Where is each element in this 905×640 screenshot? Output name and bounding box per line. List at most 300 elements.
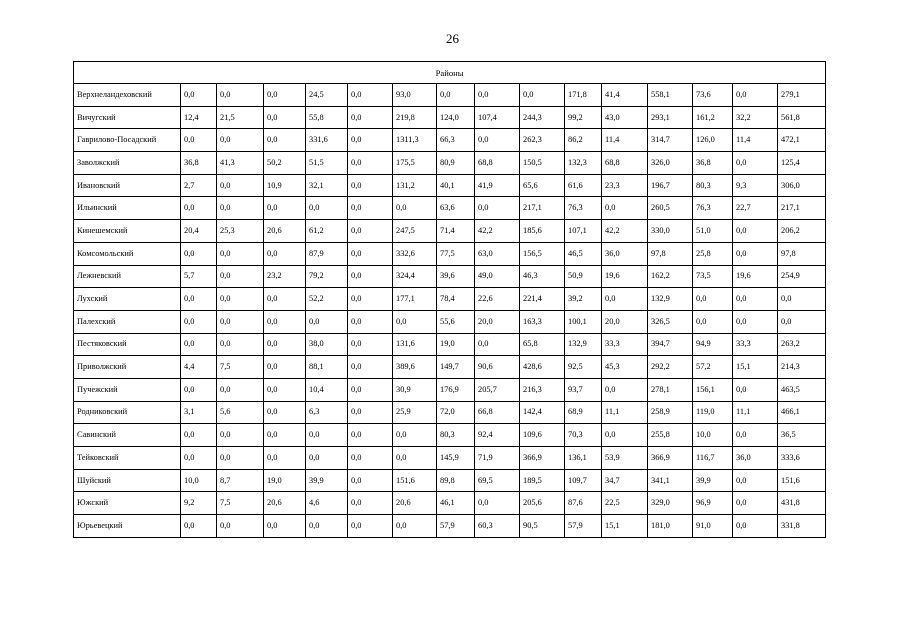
value-cell: 77,5 <box>437 242 475 265</box>
value-cell: 97,8 <box>778 242 826 265</box>
value-cell: 0,0 <box>475 197 520 220</box>
value-cell: 4,4 <box>181 356 217 379</box>
value-cell: 4,6 <box>306 492 348 515</box>
value-cell: 0,0 <box>348 447 393 470</box>
value-cell: 219,8 <box>393 106 437 129</box>
value-cell: 0,0 <box>733 492 778 515</box>
district-name-cell: Приволжский <box>74 356 181 379</box>
value-cell: 0,0 <box>393 197 437 220</box>
value-cell: 125,4 <box>778 152 826 175</box>
value-cell: 36,0 <box>602 242 648 265</box>
value-cell: 331,8 <box>778 515 826 538</box>
value-cell: 0,0 <box>306 515 348 538</box>
district-name-cell: Родниковский <box>74 401 181 424</box>
value-cell: 142,4 <box>520 401 565 424</box>
value-cell: 0,0 <box>733 515 778 538</box>
value-cell: 151,6 <box>393 469 437 492</box>
value-cell: 11,1 <box>602 401 648 424</box>
value-cell: 131,6 <box>393 333 437 356</box>
value-cell: 53,9 <box>602 447 648 470</box>
value-cell: 0,0 <box>181 129 217 152</box>
value-cell: 69,5 <box>475 469 520 492</box>
value-cell: 279,1 <box>778 84 826 107</box>
value-cell: 0,0 <box>217 333 264 356</box>
value-cell: 15,1 <box>733 356 778 379</box>
value-cell: 119,0 <box>693 401 733 424</box>
value-cell: 7,5 <box>217 492 264 515</box>
value-cell: 0,0 <box>520 84 565 107</box>
value-cell: 0,0 <box>217 84 264 107</box>
value-cell: 254,9 <box>778 265 826 288</box>
value-cell: 149,7 <box>437 356 475 379</box>
value-cell: 23,2 <box>264 265 306 288</box>
value-cell: 132,3 <box>565 152 602 175</box>
value-cell: 0,0 <box>217 424 264 447</box>
district-name-cell: Савинский <box>74 424 181 447</box>
value-cell: 0,0 <box>306 447 348 470</box>
value-cell: 221,4 <box>520 288 565 311</box>
value-cell: 5,6 <box>217 401 264 424</box>
value-cell: 9,2 <box>181 492 217 515</box>
value-cell: 3,1 <box>181 401 217 424</box>
value-cell: 0,0 <box>348 401 393 424</box>
district-name-cell: Кинешемский <box>74 220 181 243</box>
value-cell: 19,0 <box>437 333 475 356</box>
value-cell: 0,0 <box>348 515 393 538</box>
value-cell: 100,1 <box>565 310 602 333</box>
table-row <box>74 152 826 175</box>
value-cell: 0,0 <box>217 378 264 401</box>
value-cell: 0,0 <box>264 129 306 152</box>
value-cell: 19,0 <box>264 469 306 492</box>
district-name-cell: Верхнеландеховский <box>74 84 181 107</box>
value-cell: 52,2 <box>306 288 348 311</box>
value-cell: 63,6 <box>437 197 475 220</box>
value-cell: 6,3 <box>306 401 348 424</box>
value-cell: 23,3 <box>602 174 648 197</box>
value-cell: 0,0 <box>348 492 393 515</box>
value-cell: 561,8 <box>778 106 826 129</box>
value-cell: 55,6 <box>437 310 475 333</box>
district-name-cell: Пучежский <box>74 378 181 401</box>
value-cell: 8,7 <box>217 469 264 492</box>
value-cell: 33,3 <box>602 333 648 356</box>
value-cell: 12,4 <box>181 106 217 129</box>
value-cell: 329,0 <box>648 492 693 515</box>
value-cell: 38,0 <box>306 333 348 356</box>
value-cell: 0,0 <box>217 515 264 538</box>
value-cell: 0,0 <box>475 492 520 515</box>
value-cell: 0,0 <box>264 288 306 311</box>
value-cell: 314,7 <box>648 129 693 152</box>
value-cell: 15,1 <box>602 515 648 538</box>
district-name-cell: Вичугский <box>74 106 181 129</box>
value-cell: 205,7 <box>475 378 520 401</box>
table-row <box>74 469 826 492</box>
value-cell: 33,3 <box>733 333 778 356</box>
value-cell: 0,0 <box>264 106 306 129</box>
value-cell: 366,9 <box>520 447 565 470</box>
value-cell: 20,4 <box>181 220 217 243</box>
value-cell: 0,0 <box>181 242 217 265</box>
value-cell: 0,0 <box>393 515 437 538</box>
value-cell: 68,9 <box>565 401 602 424</box>
value-cell: 177,1 <box>393 288 437 311</box>
value-cell: 206,2 <box>778 220 826 243</box>
district-name-cell: Заволжский <box>74 152 181 175</box>
value-cell: 176,9 <box>437 378 475 401</box>
value-cell: 30,9 <box>393 378 437 401</box>
value-cell: 0,0 <box>733 220 778 243</box>
value-cell: 333,6 <box>778 447 826 470</box>
value-cell: 326,0 <box>648 152 693 175</box>
value-cell: 0,0 <box>437 84 475 107</box>
district-name-cell: Комсомольский <box>74 242 181 265</box>
value-cell: 65,6 <box>520 174 565 197</box>
value-cell: 0,0 <box>264 378 306 401</box>
value-cell: 0,0 <box>778 310 826 333</box>
value-cell: 181,0 <box>648 515 693 538</box>
table-row <box>74 424 826 447</box>
value-cell: 0,0 <box>217 197 264 220</box>
value-cell: 0,0 <box>348 333 393 356</box>
value-cell: 185,6 <box>520 220 565 243</box>
value-cell: 216,3 <box>520 378 565 401</box>
value-cell: 0,0 <box>264 84 306 107</box>
value-cell: 42,2 <box>602 220 648 243</box>
value-cell: 124,0 <box>437 106 475 129</box>
value-cell: 0,0 <box>475 333 520 356</box>
value-cell: 330,0 <box>648 220 693 243</box>
value-cell: 32,1 <box>306 174 348 197</box>
value-cell: 72,0 <box>437 401 475 424</box>
value-cell: 24,5 <box>306 84 348 107</box>
value-cell: 78,4 <box>437 288 475 311</box>
value-cell: 87,9 <box>306 242 348 265</box>
value-cell: 61,6 <box>565 174 602 197</box>
table-row <box>74 265 826 288</box>
value-cell: 76,3 <box>565 197 602 220</box>
value-cell: 0,0 <box>217 447 264 470</box>
value-cell: 0,0 <box>181 424 217 447</box>
table-header: Районы <box>74 62 826 84</box>
value-cell: 19,6 <box>733 265 778 288</box>
value-cell: 65,8 <box>520 333 565 356</box>
value-cell: 42,2 <box>475 220 520 243</box>
value-cell: 150,5 <box>520 152 565 175</box>
value-cell: 0,0 <box>181 84 217 107</box>
value-cell: 49,0 <box>475 265 520 288</box>
value-cell: 41,9 <box>475 174 520 197</box>
value-cell: 0,0 <box>348 469 393 492</box>
value-cell: 57,9 <box>565 515 602 538</box>
value-cell: 0,0 <box>475 84 520 107</box>
value-cell: 10,9 <box>264 174 306 197</box>
value-cell: 0,0 <box>602 197 648 220</box>
value-cell: 46,1 <box>437 492 475 515</box>
value-cell: 9,3 <box>733 174 778 197</box>
value-cell: 0,0 <box>733 469 778 492</box>
table-row <box>74 333 826 356</box>
district-name-cell: Ивановский <box>74 174 181 197</box>
value-cell: 0,0 <box>733 378 778 401</box>
value-cell: 41,3 <box>217 152 264 175</box>
value-cell: 255,8 <box>648 424 693 447</box>
page-number: 26 <box>446 31 459 46</box>
value-cell: 0,0 <box>217 174 264 197</box>
table-row <box>74 220 826 243</box>
value-cell: 0,0 <box>393 310 437 333</box>
value-cell: 175,5 <box>393 152 437 175</box>
value-cell: 332,6 <box>393 242 437 265</box>
district-name-cell: Южский <box>74 492 181 515</box>
value-cell: 43,0 <box>602 106 648 129</box>
value-cell: 73,6 <box>693 84 733 107</box>
value-cell: 0,0 <box>181 447 217 470</box>
value-cell: 0,0 <box>181 333 217 356</box>
district-name-cell: Юрьевецкий <box>74 515 181 538</box>
value-cell: 94,9 <box>693 333 733 356</box>
table-row <box>74 106 826 129</box>
value-cell: 34,7 <box>602 469 648 492</box>
table-row <box>74 492 826 515</box>
table-row <box>74 197 826 220</box>
value-cell: 163,3 <box>520 310 565 333</box>
value-cell: 55,8 <box>306 106 348 129</box>
value-cell: 25,3 <box>217 220 264 243</box>
value-cell: 0,0 <box>348 197 393 220</box>
value-cell: 0,0 <box>264 447 306 470</box>
value-cell: 10,0 <box>693 424 733 447</box>
table-row <box>74 129 826 152</box>
value-cell: 0,0 <box>733 288 778 311</box>
value-cell: 39,6 <box>437 265 475 288</box>
value-cell: 0,0 <box>217 265 264 288</box>
value-cell: 107,4 <box>475 106 520 129</box>
value-cell: 0,0 <box>264 356 306 379</box>
value-cell: 20,6 <box>264 492 306 515</box>
district-name-cell: Пестяковский <box>74 333 181 356</box>
value-cell: 0,0 <box>348 220 393 243</box>
value-cell: 0,0 <box>348 424 393 447</box>
value-cell: 0,0 <box>475 129 520 152</box>
value-cell: 331,6 <box>306 129 348 152</box>
value-cell: 80,3 <box>437 424 475 447</box>
value-cell: 389,6 <box>393 356 437 379</box>
value-cell: 61,2 <box>306 220 348 243</box>
value-cell: 0,0 <box>348 84 393 107</box>
value-cell: 96,9 <box>693 492 733 515</box>
value-cell: 0,0 <box>348 174 393 197</box>
value-cell: 0,0 <box>602 288 648 311</box>
value-cell: 92,4 <box>475 424 520 447</box>
value-cell: 20,6 <box>264 220 306 243</box>
value-cell: 93,0 <box>393 84 437 107</box>
table-row <box>74 310 826 333</box>
value-cell: 428,6 <box>520 356 565 379</box>
value-cell: 161,2 <box>693 106 733 129</box>
value-cell: 89,8 <box>437 469 475 492</box>
value-cell: 0,0 <box>264 515 306 538</box>
value-cell: 0,0 <box>602 378 648 401</box>
value-cell: 2,7 <box>181 174 217 197</box>
value-cell: 80,9 <box>437 152 475 175</box>
value-cell: 293,1 <box>648 106 693 129</box>
value-cell: 109,6 <box>520 424 565 447</box>
value-cell: 66,8 <box>475 401 520 424</box>
district-name-cell: Лежневский <box>74 265 181 288</box>
value-cell: 10,0 <box>181 469 217 492</box>
value-cell: 247,5 <box>393 220 437 243</box>
value-cell: 126,0 <box>693 129 733 152</box>
value-cell: 214,3 <box>778 356 826 379</box>
value-cell: 341,1 <box>648 469 693 492</box>
value-cell: 41,4 <box>602 84 648 107</box>
value-cell: 324,4 <box>393 265 437 288</box>
value-cell: 71,4 <box>437 220 475 243</box>
value-cell: 0,0 <box>348 310 393 333</box>
district-name-cell: Ильинский <box>74 197 181 220</box>
value-cell: 39,9 <box>693 469 733 492</box>
value-cell: 68,8 <box>475 152 520 175</box>
value-cell: 116,7 <box>693 447 733 470</box>
value-cell: 5,7 <box>181 265 217 288</box>
value-cell: 50,9 <box>565 265 602 288</box>
value-cell: 366,9 <box>648 447 693 470</box>
value-cell: 21,5 <box>217 106 264 129</box>
value-cell: 79,2 <box>306 265 348 288</box>
value-cell: 20,0 <box>475 310 520 333</box>
value-cell: 90,6 <box>475 356 520 379</box>
value-cell: 156,1 <box>693 378 733 401</box>
value-cell: 0,0 <box>217 288 264 311</box>
value-cell: 0,0 <box>181 378 217 401</box>
value-cell: 196,7 <box>648 174 693 197</box>
value-cell: 19,6 <box>602 265 648 288</box>
value-cell: 0,0 <box>217 129 264 152</box>
value-cell: 0,0 <box>217 242 264 265</box>
district-name-cell: Гаврилово-Посадский <box>74 129 181 152</box>
value-cell: 0,0 <box>733 84 778 107</box>
districts-table <box>73 61 826 538</box>
value-cell: 70,3 <box>565 424 602 447</box>
table-row <box>74 356 826 379</box>
value-cell: 472,1 <box>778 129 826 152</box>
value-cell: 0,0 <box>306 310 348 333</box>
value-cell: 57,2 <box>693 356 733 379</box>
table-body <box>74 84 826 538</box>
value-cell: 107,1 <box>565 220 602 243</box>
value-cell: 39,2 <box>565 288 602 311</box>
value-cell: 0,0 <box>181 310 217 333</box>
value-cell: 10,4 <box>306 378 348 401</box>
value-cell: 0,0 <box>264 242 306 265</box>
value-cell: 46,3 <box>520 265 565 288</box>
value-cell: 262,3 <box>520 129 565 152</box>
value-cell: 99,2 <box>565 106 602 129</box>
value-cell: 258,9 <box>648 401 693 424</box>
value-cell: 162,2 <box>648 265 693 288</box>
value-cell: 0,0 <box>264 424 306 447</box>
value-cell: 32,2 <box>733 106 778 129</box>
value-cell: 0,0 <box>733 424 778 447</box>
value-cell: 0,0 <box>602 424 648 447</box>
value-cell: 0,0 <box>693 310 733 333</box>
table-row <box>74 378 826 401</box>
value-cell: 0,0 <box>733 310 778 333</box>
value-cell: 0,0 <box>348 288 393 311</box>
value-cell: 25,9 <box>393 401 437 424</box>
value-cell: 431,8 <box>778 492 826 515</box>
value-cell: 36,0 <box>733 447 778 470</box>
value-cell: 90,5 <box>520 515 565 538</box>
value-cell: 36,8 <box>181 152 217 175</box>
value-cell: 306,0 <box>778 174 826 197</box>
value-cell: 80,3 <box>693 174 733 197</box>
value-cell: 97,8 <box>648 242 693 265</box>
value-cell: 205,6 <box>520 492 565 515</box>
district-name-cell: Шуйский <box>74 469 181 492</box>
value-cell: 0,0 <box>693 288 733 311</box>
table-row <box>74 84 826 107</box>
value-cell: 0,0 <box>264 310 306 333</box>
value-cell: 60,3 <box>475 515 520 538</box>
value-cell: 7,5 <box>217 356 264 379</box>
value-cell: 11,4 <box>602 129 648 152</box>
value-cell: 145,9 <box>437 447 475 470</box>
value-cell: 0,0 <box>393 424 437 447</box>
table-row <box>74 447 826 470</box>
value-cell: 0,0 <box>348 378 393 401</box>
table-row <box>74 288 826 311</box>
value-cell: 394,7 <box>648 333 693 356</box>
value-cell: 20,6 <box>393 492 437 515</box>
value-cell: 217,1 <box>778 197 826 220</box>
value-cell: 131,2 <box>393 174 437 197</box>
district-name-cell: Тейковский <box>74 447 181 470</box>
value-cell: 39,9 <box>306 469 348 492</box>
value-cell: 0,0 <box>348 356 393 379</box>
value-cell: 51,0 <box>693 220 733 243</box>
value-cell: 0,0 <box>348 152 393 175</box>
value-cell: 68,8 <box>602 152 648 175</box>
table-row <box>74 242 826 265</box>
value-cell: 0,0 <box>181 197 217 220</box>
value-cell: 0,0 <box>181 515 217 538</box>
value-cell: 0,0 <box>306 424 348 447</box>
table-row <box>74 174 826 197</box>
value-cell: 22,7 <box>733 197 778 220</box>
value-cell: 326,5 <box>648 310 693 333</box>
value-cell: 0,0 <box>264 197 306 220</box>
value-cell: 57,9 <box>437 515 475 538</box>
value-cell: 1311,3 <box>393 129 437 152</box>
value-cell: 0,0 <box>348 106 393 129</box>
value-cell: 91,0 <box>693 515 733 538</box>
value-cell: 76,3 <box>693 197 733 220</box>
value-cell: 0,0 <box>348 265 393 288</box>
value-cell: 0,0 <box>264 333 306 356</box>
value-cell: 25,8 <box>693 242 733 265</box>
value-cell: 50,2 <box>264 152 306 175</box>
value-cell: 46,5 <box>565 242 602 265</box>
value-cell: 156,5 <box>520 242 565 265</box>
value-cell: 263,2 <box>778 333 826 356</box>
table-row <box>74 401 826 424</box>
value-cell: 11,4 <box>733 129 778 152</box>
value-cell: 171,8 <box>565 84 602 107</box>
value-cell: 244,3 <box>520 106 565 129</box>
